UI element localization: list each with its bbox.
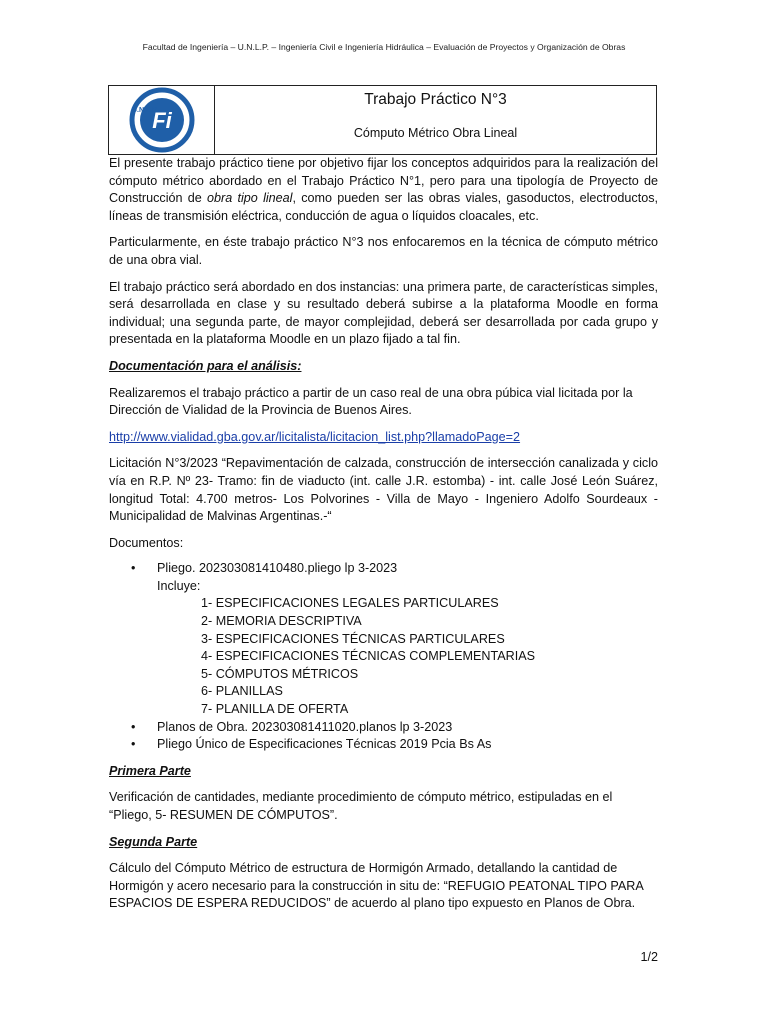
intro-paragraph xyxy=(109,155,658,225)
planos-item: Planos de Obra. 202303081411020.planos lp 3-2023 xyxy=(157,719,453,734)
documents-list-continued xyxy=(109,719,658,754)
title-cell xyxy=(215,86,656,154)
bullet-icon: • xyxy=(131,719,136,734)
list-item: 5- CÓMPUTOS MÉTRICOS xyxy=(201,666,359,681)
instances-paragraph: El trabajo práctico será abordado en dos instancias: una primera parte, de características simples, será desarrollada en clase y su resultado deberá subirse a la plataforma Moodle en forma individual; una segunda parte, de mayor complejidad, deberá ser desarrollada por cada grupo y presentada en la plataforma Moodle en un plazo fijado a tal fin. xyxy=(109,279,658,347)
intro-emphasis: obra tipo lineal xyxy=(207,191,293,206)
list-item xyxy=(109,719,658,737)
running-header: Facultad de Ingeniería – U.N.L.P. – Ingeniería Civil e Ingeniería Hidráulica – Evaluación de Proyectos y Organización de Obras xyxy=(142,42,626,52)
bullet-icon: • xyxy=(131,737,136,752)
logo-letters: Fi xyxy=(151,108,172,133)
licitacion-paragraph: Licitación N°3/2023 “Repavimentación de calzada, construcción de intersección canalizada y ciclo vía en R.P. Nº 23- Tramo: fin de viaducto (int. calle J.R. estomba) - int. calle José León Suárez, longitud Total: 4.700 metros- Los Polvorines - Villa de Mayo - Ingeniero Adolfo Sourdeaux - Municipalidad de Malvinas Argentinas.-“ xyxy=(109,456,658,524)
page-subtitle: Cómputo Métrico Obra Lineal xyxy=(353,126,518,140)
list-item xyxy=(109,560,658,578)
pliego-contents-list xyxy=(109,595,658,718)
segunda-parte-heading: Segunda Parte xyxy=(109,834,198,849)
logo-ring-text: U.N.L.P. xyxy=(131,107,158,114)
tender-list-link[interactable]: http://www.vialidad.gba.gov.ar/licitalista/licitacion_list.php?llamadoPage=2 xyxy=(109,429,521,444)
segunda-parte-text: Cálculo del Cómputo Métrico de estructura de Hormigón Armado, detallando la cantidad de Hormigón y acero necesario para la construcción in situ de: “REFUGIO PEATONAL TIPO PARA ESPACIOS DE ESPERA REDUCIDOS” de acuerdo al plano tipo expuesto en Planos de Obra. xyxy=(109,861,644,911)
list-item xyxy=(109,736,658,754)
documentos-label: Documentos: xyxy=(109,535,184,550)
unlp-fi-logo xyxy=(122,86,202,154)
documentation-paragraph: Realizaremos el trabajo práctico a partir de un caso real de una obra púbica vial licitada por la Dirección de Vialidad de la Provincia de Buenos Aires. xyxy=(109,385,633,418)
primera-parte-heading: Primera Parte xyxy=(109,763,191,778)
list-item: 1- ESPECIFICACIONES LEGALES PARTICULARES xyxy=(201,596,499,611)
pliego-unico-item: Pliego Único de Especificaciones Técnicas 2019 Pcia Bs As xyxy=(157,737,492,752)
bullet-icon: • xyxy=(131,561,136,576)
focus-paragraph: Particularmente, en éste trabajo práctico N°3 nos enfocaremos en la técnica de cómputo métrico de una obra vial. xyxy=(109,235,658,267)
list-item: 7- PLANILLA DE OFERTA xyxy=(201,702,349,717)
list-item: 4- ESPECIFICACIONES TÉCNICAS COMPLEMENTARIAS xyxy=(201,649,536,664)
intro-text-1: El presente trabajo práctico tiene por objetivo fijar los conceptos adquiridos para la realización del cómputo métrico abordado en el Trabajo Práctico N°1, pero para una tipología de Proyecto de Construcción de xyxy=(109,156,658,206)
primera-parte-text: Verificación de cantidades, mediante procedimiento de cómputo métrico, estipuladas en el “Pliego, 5- RESUMEN DE CÓMPUTOS”. xyxy=(109,790,613,822)
intro-text-2: , como pueden ser las obras viales, gasoductos, electroductos, líneas de transmisión eléctrica, conducción de agua o líquidos cloacales, etc. xyxy=(109,191,658,223)
document-body xyxy=(109,155,658,913)
title-box xyxy=(108,85,657,155)
documentation-heading: Documentación para el análisis: xyxy=(109,358,302,373)
logo-cell xyxy=(109,86,215,154)
list-item: 6- PLANILLAS xyxy=(201,684,283,699)
incluye-label: Incluye: xyxy=(157,578,201,593)
documents-list xyxy=(109,560,658,578)
page-number: 1/2 xyxy=(640,950,658,964)
page-title: Trabajo Práctico N°3 xyxy=(364,91,507,108)
list-item: 3- ESPECIFICACIONES TÉCNICAS PARTICULARES xyxy=(201,631,505,646)
pliego-item: Pliego. 202303081410480.pliego lp 3-2023 xyxy=(157,561,398,576)
list-item: 2- MEMORIA DESCRIPTIVA xyxy=(201,614,362,629)
